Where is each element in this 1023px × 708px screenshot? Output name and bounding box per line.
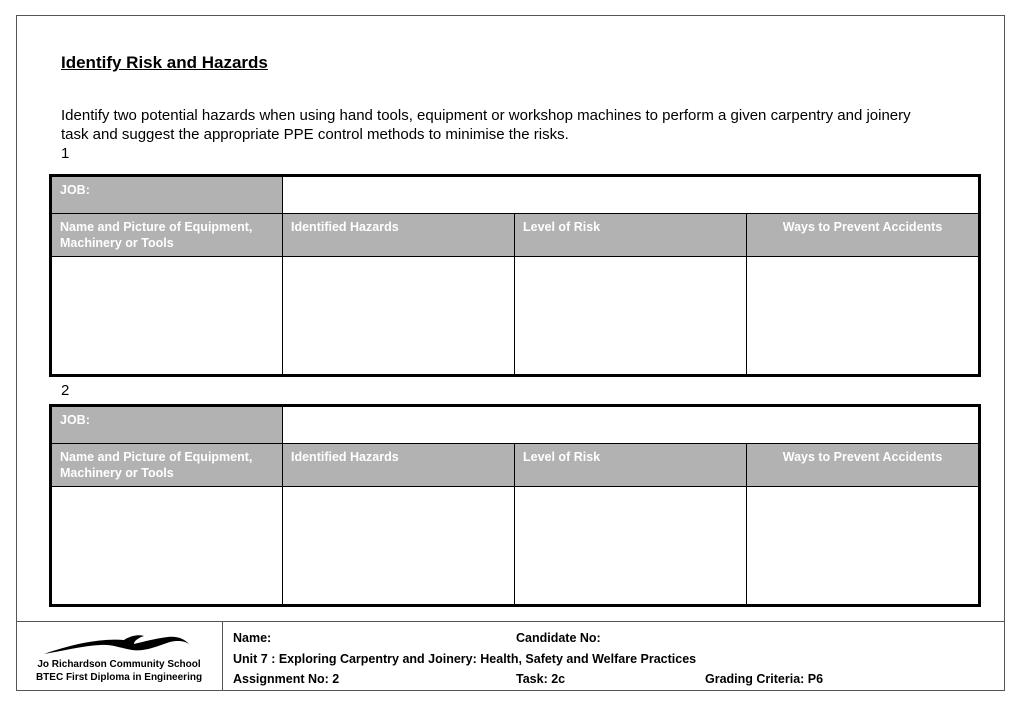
job-value-field[interactable] (283, 406, 980, 444)
risk-table-2 (49, 404, 981, 607)
page-title: Identify Risk and Hazards (61, 53, 268, 72)
col-header-risk-level: Level of Risk (515, 444, 747, 487)
col-header-risk-level: Level of Risk (515, 214, 747, 257)
risk-level-cell[interactable] (515, 487, 747, 606)
candidate-number-label: Candidate No: (516, 631, 601, 645)
job-value-field[interactable] (283, 176, 980, 214)
job-label: JOB: (51, 176, 283, 214)
prevention-cell[interactable] (747, 257, 980, 376)
hazards-cell[interactable] (283, 487, 515, 606)
equipment-cell[interactable] (51, 257, 283, 376)
col-header-prevention: Ways to Prevent Accidents (747, 214, 980, 257)
task-number: Task: 2c (516, 672, 566, 686)
assignment-number: Assignment No: 2 (233, 672, 340, 686)
grading-criteria: Grading Criteria: P6 (705, 672, 824, 686)
entry-row (51, 257, 980, 376)
prevention-cell[interactable] (747, 487, 980, 606)
school-name: Jo Richardson Community School (37, 659, 201, 670)
job-row (51, 406, 980, 444)
section-number-2: 2 (61, 382, 70, 399)
equipment-cell[interactable] (51, 487, 283, 606)
school-logo-block (16, 622, 223, 691)
col-header-prevention: Ways to Prevent Accidents (747, 444, 980, 487)
bird-swoosh-logo-icon (42, 632, 194, 658)
col-header-equipment: Name and Picture of Equipment, Machinery or Tools (51, 444, 283, 487)
instructions-text: Identify two potential hazards when using hand tools, equipment or workshop machines to perform a given carpentry and joinery task and suggest the appropriate PPE control methods to minimise the risks. (61, 107, 911, 143)
risk-level-cell[interactable] (515, 257, 747, 376)
column-header-row (51, 214, 980, 257)
footer (16, 621, 1005, 691)
col-header-equipment: Name and Picture of Equipment, Machinery or Tools (51, 214, 283, 257)
name-label: Name: (233, 631, 272, 645)
risk-table-1 (49, 174, 981, 377)
section-number-1: 1 (61, 145, 70, 162)
col-header-hazards: Identified Hazards (283, 444, 515, 487)
job-label: JOB: (51, 406, 283, 444)
hazards-cell[interactable] (283, 257, 515, 376)
diploma-name: BTEC First Diploma in Engineering (35, 672, 203, 683)
column-header-row (51, 444, 980, 487)
job-row (51, 176, 980, 214)
col-header-hazards: Identified Hazards (283, 214, 515, 257)
unit-title: Unit 7 : Exploring Carpentry and Joinery: Health, Safety and Welfare Practices (233, 652, 697, 666)
entry-row (51, 487, 980, 606)
